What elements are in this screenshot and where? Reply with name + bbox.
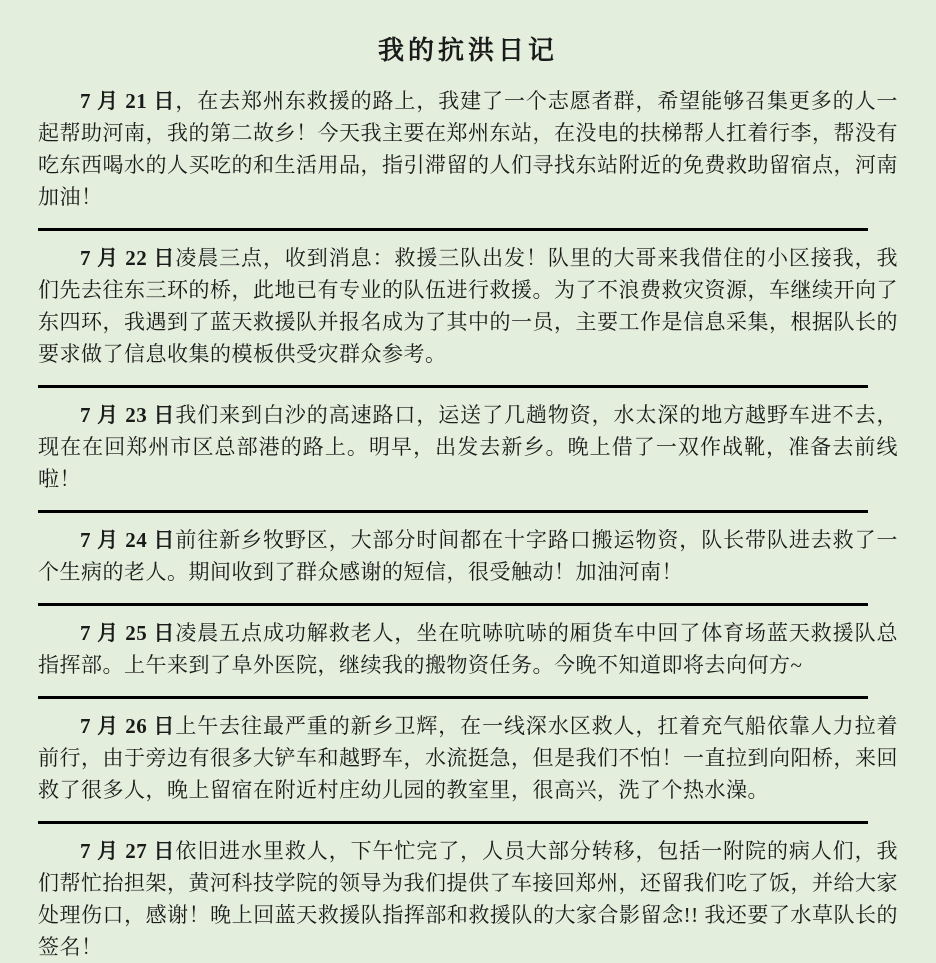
- entry-paragraph: [38, 242, 898, 370]
- entry-divider: [38, 510, 868, 513]
- diary-entry: [38, 617, 898, 681]
- entry-date: 7 月 26 日: [80, 714, 176, 738]
- entry-text: 上午去往最严重的新乡卫辉，在一线深水区救人，扛着充气船依靠人力拉着前行，由于旁边有很多大铲车和越野车，水流挺急，但是我们不怕！一直拉到向阳桥，来回救了很多人，晚上留宿在附近村庄幼儿园的教室里，很高兴，洗了个热水澡。: [38, 714, 898, 802]
- entry-text: 依旧进水里救人，下午忙完了，人员大部分转移，包括一附院的病人们，我们帮忙抬担架，黄河科技学院的领导为我们提供了车接回郑州，还留我们吃了饭，并给大家处理伤口，感谢！晚上回蓝天救援队指挥部和救援队的大家合影留念!! 我还要了水草队长的签名！: [38, 839, 898, 959]
- entry-date: 7 月 27 日: [80, 839, 176, 863]
- entry-date: 7 月 25 日: [80, 621, 176, 645]
- entry-divider: [38, 385, 868, 388]
- diary-entry: [38, 399, 898, 495]
- entry-paragraph: [38, 710, 898, 806]
- entry-date: 7 月 24 日: [80, 528, 176, 552]
- entry-text: 凌晨三点，收到消息：救援三队出发！队里的大哥来我借住的小区接我，我们先去往东三环的桥，此地已有专业的队伍进行救援。为了不浪费救灾资源，车继续开向了东四环，我遇到了蓝天救援队并报名成为了其中的一员，主要工作是信息采集，根据队长的要求做了信息收集的模板供受灾群众参考。: [38, 246, 898, 366]
- entry-date: 7 月 21 日: [80, 89, 176, 113]
- entry-paragraph: [38, 399, 898, 495]
- diary-entry: [38, 242, 898, 370]
- diary-entry: [38, 710, 898, 806]
- diary-entry: [38, 835, 898, 963]
- diary-entry: [38, 524, 898, 588]
- entry-divider: [38, 603, 868, 606]
- entry-text: 凌晨五点成功解救老人，坐在吭哧吭哧的厢货车中回了体育场蓝天救援队总指挥部。上午来到了阜外医院，继续我的搬物资任务。今晚不知道即将去向何方~: [38, 621, 898, 677]
- entry-text: ，在去郑州东救援的路上，我建了一个志愿者群，希望能够召集更多的人一起帮助河南，我的第二故乡！今天我主要在郑州东站，在没电的扶梯帮人扛着行李，帮没有吃东西喝水的人买吃的和生活用品，指引滞留的人们寻找东站附近的免费救助留宿点，河南加油！: [38, 89, 898, 209]
- entry-text: 前往新乡牧野区，大部分时间都在十字路口搬运物资，队长带队进去救了一个生病的老人。期间收到了群众感谢的短信，很受触动！加油河南！: [38, 528, 898, 584]
- entry-text: 我们来到白沙的高速路口，运送了几趟物资，水太深的地方越野车进不去，现在在回郑州市区总部港的路上。明早，出发去新乡。晚上借了一双作战靴，准备去前线啦！: [38, 403, 898, 491]
- entry-paragraph: [38, 85, 898, 213]
- entry-date: 7 月 22 日: [80, 246, 176, 270]
- entry-date: 7 月 23 日: [80, 403, 176, 427]
- page-title: 我的抗洪日记: [377, 36, 558, 65]
- entry-paragraph: [38, 835, 898, 963]
- entry-paragraph: [38, 524, 898, 588]
- entry-divider: [38, 228, 868, 231]
- entry-divider: [38, 821, 868, 824]
- entry-divider: [38, 696, 868, 699]
- diary-entry: [38, 85, 898, 213]
- entry-paragraph: [38, 617, 898, 681]
